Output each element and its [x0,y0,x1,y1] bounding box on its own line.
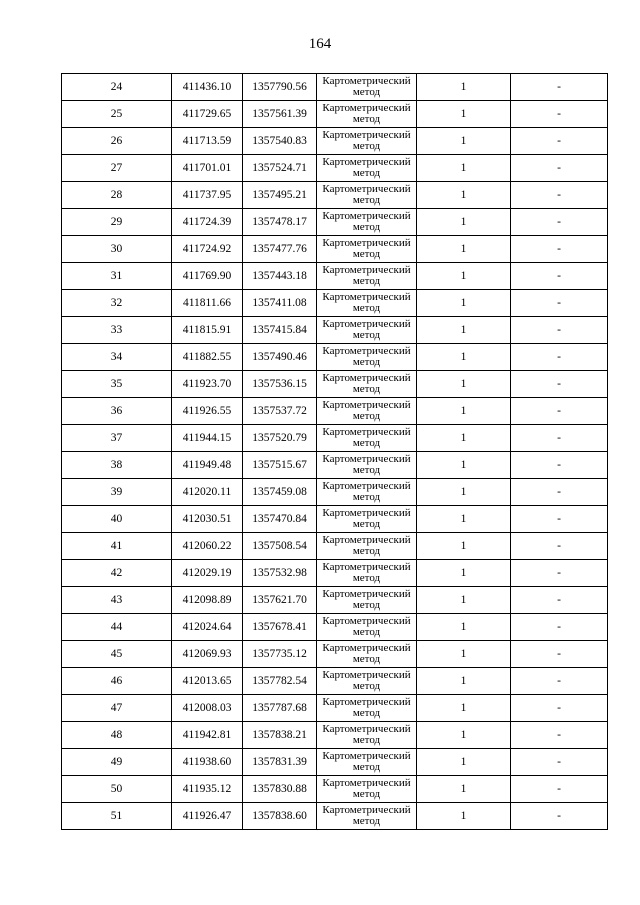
accuracy-cell: 1 [417,155,511,182]
method-line-2: метод [352,275,381,287]
method-line-1: Картометрический [322,209,411,222]
method-line-1: Картометрический [322,668,411,681]
method-cell [317,317,417,344]
method-cell [317,668,417,695]
x-coordinate-cell: 411926.47 [172,803,243,830]
point-number-cell: 38 [62,452,172,479]
point-number-cell: 45 [62,641,172,668]
x-coordinate-cell: 411436.10 [172,74,243,101]
accuracy-cell: 1 [417,290,511,317]
point-number-cell: 29 [62,209,172,236]
note-cell: - [511,668,608,695]
accuracy-cell: 1 [417,668,511,695]
coordinates-table-body [62,74,608,830]
point-number-cell: 27 [62,155,172,182]
note-cell: - [511,641,608,668]
method-line-1: Картометрический [322,749,411,762]
point-number-cell: 35 [62,371,172,398]
accuracy-cell: 1 [417,614,511,641]
x-coordinate-cell: 412030.51 [172,506,243,533]
point-number-cell: 39 [62,479,172,506]
method-line-2: метод [352,653,381,665]
x-coordinate-cell: 411938.60 [172,749,243,776]
page-number: 164 [308,36,332,52]
x-coordinate-cell: 412060.22 [172,533,243,560]
x-coordinate-cell: 411724.39 [172,209,243,236]
y-coordinate-cell: 1357838.60 [243,803,317,830]
table-row [62,263,608,290]
method-line-2: метод [352,383,381,395]
x-coordinate-cell: 411724.92 [172,236,243,263]
point-number-cell: 31 [62,263,172,290]
method-line-1: Картометрический [322,263,411,276]
method-line-1: Картометрический [322,128,411,141]
method-line-1: Картометрический [322,560,411,573]
accuracy-cell: 1 [417,695,511,722]
method-line-1: Картометрический [322,803,411,816]
note-cell: - [511,74,608,101]
point-number-cell: 49 [62,749,172,776]
y-coordinate-cell: 1357524.71 [243,155,317,182]
method-line-2: метод [352,86,381,98]
accuracy-cell: 1 [417,722,511,749]
method-line-1: Картометрический [322,74,411,87]
y-coordinate-cell: 1357735.12 [243,641,317,668]
method-cell [317,749,417,776]
accuracy-cell: 1 [417,344,511,371]
y-coordinate-cell: 1357459.08 [243,479,317,506]
x-coordinate-cell: 411737.95 [172,182,243,209]
method-line-1: Картометрический [322,344,411,357]
x-coordinate-cell: 411769.90 [172,263,243,290]
x-coordinate-cell: 411942.81 [172,722,243,749]
x-coordinate-cell: 411713.59 [172,128,243,155]
x-coordinate-cell: 411949.48 [172,452,243,479]
method-cell [317,128,417,155]
table-row [62,236,608,263]
point-number-cell: 37 [62,425,172,452]
note-cell: - [511,263,608,290]
note-cell: - [511,803,608,830]
accuracy-cell: 1 [417,749,511,776]
method-line-2: метод [352,194,381,206]
accuracy-cell: 1 [417,371,511,398]
y-coordinate-cell: 1357515.67 [243,452,317,479]
table-row [62,128,608,155]
x-coordinate-cell: 412020.11 [172,479,243,506]
y-coordinate-cell: 1357782.54 [243,668,317,695]
table-row [62,587,608,614]
point-number-cell: 42 [62,560,172,587]
note-cell: - [511,587,608,614]
table-row [62,74,608,101]
y-coordinate-cell: 1357495.21 [243,182,317,209]
method-line-2: метод [352,599,381,611]
method-cell [317,398,417,425]
y-coordinate-cell: 1357415.84 [243,317,317,344]
table-row [62,209,608,236]
x-coordinate-cell: 411701.01 [172,155,243,182]
point-number-cell: 50 [62,776,172,803]
method-line-2: метод [352,302,381,314]
y-coordinate-cell: 1357561.39 [243,101,317,128]
method-line-2: метод [352,788,381,800]
table-row [62,155,608,182]
note-cell: - [511,695,608,722]
note-cell: - [511,371,608,398]
accuracy-cell: 1 [417,128,511,155]
method-line-2: метод [352,491,381,503]
point-number-cell: 33 [62,317,172,344]
method-line-2: метод [352,437,381,449]
x-coordinate-cell: 411815.91 [172,317,243,344]
note-cell: - [511,479,608,506]
method-cell [317,452,417,479]
method-line-1: Картометрический [322,236,411,249]
note-cell: - [511,776,608,803]
note-cell: - [511,182,608,209]
y-coordinate-cell: 1357678.41 [243,614,317,641]
method-line-2: метод [352,707,381,719]
method-line-1: Картометрический [322,695,411,708]
method-cell [317,344,417,371]
table-row [62,668,608,695]
method-cell [317,803,417,830]
point-number-cell: 46 [62,668,172,695]
method-cell [317,506,417,533]
accuracy-cell: 1 [417,236,511,263]
x-coordinate-cell: 411935.12 [172,776,243,803]
method-line-1: Картометрический [322,290,411,303]
accuracy-cell: 1 [417,776,511,803]
accuracy-cell: 1 [417,587,511,614]
table-row [62,641,608,668]
point-number-cell: 40 [62,506,172,533]
note-cell: - [511,614,608,641]
note-cell: - [511,290,608,317]
method-cell [317,776,417,803]
method-cell [317,533,417,560]
x-coordinate-cell: 411944.15 [172,425,243,452]
note-cell: - [511,425,608,452]
method-line-2: метод [352,329,381,341]
y-coordinate-cell: 1357831.39 [243,749,317,776]
x-coordinate-cell: 411882.55 [172,344,243,371]
table-row [62,182,608,209]
method-cell [317,209,417,236]
table-row [62,425,608,452]
point-number-cell: 28 [62,182,172,209]
method-line-1: Картометрический [322,155,411,168]
y-coordinate-cell: 1357621.70 [243,587,317,614]
accuracy-cell: 1 [417,452,511,479]
table-row [62,803,608,830]
x-coordinate-cell: 412013.65 [172,668,243,695]
table-row [62,290,608,317]
y-coordinate-cell: 1357477.76 [243,236,317,263]
note-cell: - [511,236,608,263]
y-coordinate-cell: 1357540.83 [243,128,317,155]
table-row [62,452,608,479]
note-cell: - [511,722,608,749]
y-coordinate-cell: 1357490.46 [243,344,317,371]
note-cell: - [511,128,608,155]
method-line-2: метод [352,815,381,827]
method-cell [317,587,417,614]
note-cell: - [511,452,608,479]
method-line-1: Картометрический [322,533,411,546]
method-line-2: метод [352,140,381,152]
accuracy-cell: 1 [417,533,511,560]
point-number-cell: 47 [62,695,172,722]
y-coordinate-cell: 1357838.21 [243,722,317,749]
method-line-1: Картометрический [322,587,411,600]
method-cell [317,371,417,398]
table-row [62,533,608,560]
y-coordinate-cell: 1357520.79 [243,425,317,452]
y-coordinate-cell: 1357536.15 [243,371,317,398]
method-line-2: метод [352,545,381,557]
note-cell: - [511,344,608,371]
accuracy-cell: 1 [417,101,511,128]
note-cell: - [511,317,608,344]
method-line-1: Картометрический [322,452,411,465]
coordinates-table [61,73,608,830]
method-line-2: метод [352,167,381,179]
method-line-2: метод [352,572,381,584]
method-line-1: Картометрический [322,371,411,384]
method-cell [317,182,417,209]
method-cell [317,722,417,749]
method-cell [317,74,417,101]
note-cell: - [511,533,608,560]
method-line-1: Картометрический [322,398,411,411]
method-line-1: Картометрический [322,425,411,438]
method-cell [317,101,417,128]
table-row [62,695,608,722]
method-cell [317,695,417,722]
y-coordinate-cell: 1357470.84 [243,506,317,533]
x-coordinate-cell: 411729.65 [172,101,243,128]
x-coordinate-cell: 412069.93 [172,641,243,668]
method-cell [317,614,417,641]
method-line-2: метод [352,356,381,368]
method-cell [317,263,417,290]
accuracy-cell: 1 [417,317,511,344]
table-row [62,776,608,803]
note-cell: - [511,560,608,587]
note-cell: - [511,506,608,533]
method-line-2: метод [352,464,381,476]
method-line-2: метод [352,221,381,233]
point-number-cell: 26 [62,128,172,155]
point-number-cell: 51 [62,803,172,830]
point-number-cell: 41 [62,533,172,560]
method-line-1: Картометрический [322,722,411,735]
x-coordinate-cell: 412008.03 [172,695,243,722]
accuracy-cell: 1 [417,74,511,101]
accuracy-cell: 1 [417,209,511,236]
y-coordinate-cell: 1357537.72 [243,398,317,425]
method-line-2: метод [352,761,381,773]
x-coordinate-cell: 412024.64 [172,614,243,641]
y-coordinate-cell: 1357532.98 [243,560,317,587]
point-number-cell: 30 [62,236,172,263]
method-line-2: метод [352,626,381,638]
method-line-1: Картометрический [322,182,411,195]
point-number-cell: 25 [62,101,172,128]
y-coordinate-cell: 1357830.88 [243,776,317,803]
accuracy-cell: 1 [417,398,511,425]
accuracy-cell: 1 [417,479,511,506]
accuracy-cell: 1 [417,560,511,587]
method-cell [317,641,417,668]
method-line-2: метод [352,248,381,260]
y-coordinate-cell: 1357478.17 [243,209,317,236]
method-cell [317,155,417,182]
point-number-cell: 43 [62,587,172,614]
x-coordinate-cell: 412098.89 [172,587,243,614]
x-coordinate-cell: 412029.19 [172,560,243,587]
accuracy-cell: 1 [417,641,511,668]
y-coordinate-cell: 1357508.54 [243,533,317,560]
table-row [62,722,608,749]
table-row [62,614,608,641]
method-line-2: метод [352,518,381,530]
accuracy-cell: 1 [417,803,511,830]
method-line-2: метод [352,113,381,125]
method-line-2: метод [352,680,381,692]
y-coordinate-cell: 1357411.08 [243,290,317,317]
point-number-cell: 44 [62,614,172,641]
table-row [62,479,608,506]
point-number-cell: 48 [62,722,172,749]
accuracy-cell: 1 [417,506,511,533]
method-line-1: Картометрический [322,614,411,627]
table-row [62,101,608,128]
method-cell [317,560,417,587]
point-number-cell: 36 [62,398,172,425]
method-line-1: Картометрический [322,641,411,654]
note-cell: - [511,398,608,425]
method-line-1: Картометрический [322,101,411,114]
table-row [62,344,608,371]
method-line-2: метод [352,734,381,746]
method-line-1: Картометрический [322,479,411,492]
method-line-1: Картометрический [322,317,411,330]
accuracy-cell: 1 [417,263,511,290]
table-row [62,560,608,587]
method-line-2: метод [352,410,381,422]
table-row [62,371,608,398]
table-row [62,506,608,533]
table-row [62,749,608,776]
point-number-cell: 34 [62,344,172,371]
note-cell: - [511,155,608,182]
note-cell: - [511,749,608,776]
point-number-cell: 24 [62,74,172,101]
note-cell: - [511,209,608,236]
accuracy-cell: 1 [417,182,511,209]
method-line-1: Картометрический [322,506,411,519]
method-cell [317,425,417,452]
note-cell: - [511,101,608,128]
y-coordinate-cell: 1357790.56 [243,74,317,101]
accuracy-cell: 1 [417,425,511,452]
table-row [62,398,608,425]
y-coordinate-cell: 1357443.18 [243,263,317,290]
method-cell [317,290,417,317]
method-cell [317,479,417,506]
x-coordinate-cell: 411923.70 [172,371,243,398]
method-cell [317,236,417,263]
point-number-cell: 32 [62,290,172,317]
y-coordinate-cell: 1357787.68 [243,695,317,722]
x-coordinate-cell: 411926.55 [172,398,243,425]
method-line-1: Картометрический [322,776,411,789]
x-coordinate-cell: 411811.66 [172,290,243,317]
table-row [62,317,608,344]
